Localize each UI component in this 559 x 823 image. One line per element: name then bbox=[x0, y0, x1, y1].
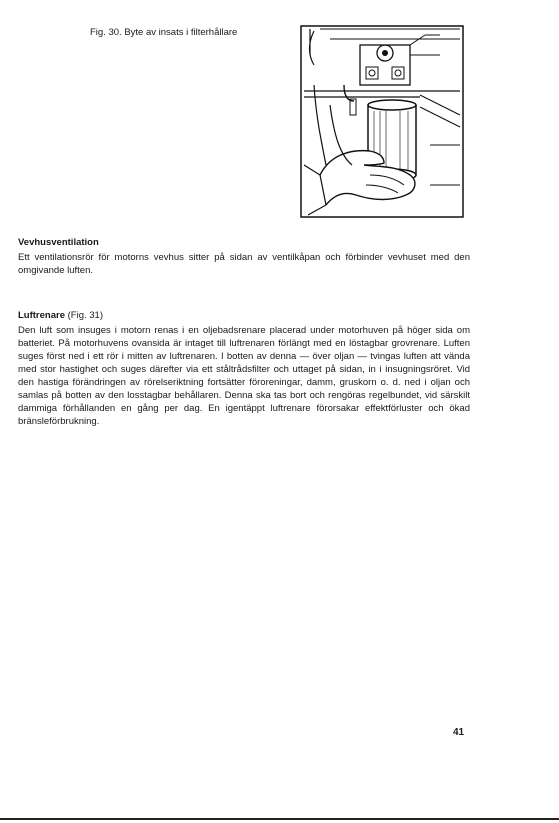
figure-caption: Fig. 30. Byte av insats i filterhållare bbox=[90, 27, 238, 38]
figure-reference: (Fig. 31) bbox=[67, 310, 103, 321]
paragraph: Den luft som insuges i motorn renas i en oljebadsrenare placerad under motorhuven på höger sida om batteriet. På motorhuvens ovansida är intaget till luftrenaren förlängt med en löstagbar grovrenare. Luften suges först ned i ett rör i mitten av luftrenaren. I botten av denna — över oljan — tvingas luften att vända med stor hastighet och suges därefter via ett ståltrådsfilter och uttaget på sidan, in i insugningsröret. Vid den hastiga förändringen av rörelseriktning fortsätter föroreningar, damm, gruskorn o. d. ned i oljan och samlas på botten av den losstagbar behållaren. Denna ska tas bort och rengöras regelbundet, vid särskilt dammiga förhållanden en gång per dag. En igentäppt luftrenare förorsakar effektförluster och ökad bränsleförbrukning. bbox=[18, 325, 470, 427]
page-number: 41 bbox=[453, 727, 465, 738]
section-heading bbox=[18, 237, 99, 248]
bottom-rule bbox=[0, 818, 559, 820]
section-title: Luftrenare bbox=[18, 310, 65, 321]
section-title: Vevhusventilation bbox=[18, 237, 99, 248]
paragraph: Ett ventilationsrör för motorns vevhus sitter på sidan av ventilkåpan och förbinder vevhuset med den omgivande luften. bbox=[18, 252, 470, 276]
section-heading bbox=[18, 310, 103, 321]
filter-replacement-illustration bbox=[300, 25, 464, 218]
